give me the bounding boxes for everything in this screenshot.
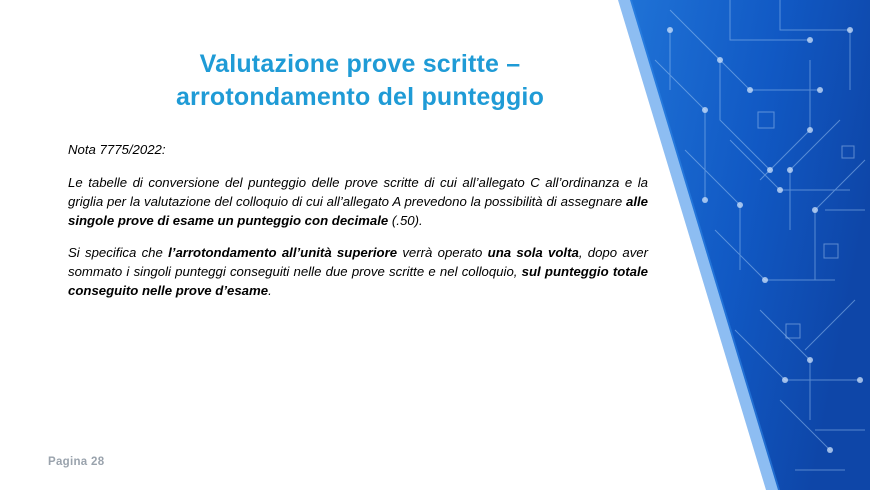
page-number: Pagina 28	[48, 456, 105, 468]
text-run: l’arrotondamento all’unità superiore	[168, 244, 403, 260]
text-run: Si specifica che	[68, 244, 169, 260]
nota-reference	[68, 140, 648, 159]
text-run: verrà operato	[402, 244, 488, 260]
slide-body	[68, 140, 648, 312]
text-run: alle singole prove di esame un punteggio con decimale	[68, 194, 648, 229]
text-run: Nota 7775/2022:	[68, 142, 166, 157]
text-run: .	[268, 282, 272, 298]
text-run: Le tabelle di conversione del punteggio delle prove scritte di cui all’allegato C all’ordinanza e la griglia per la valutazione del colloquio di cui all’allegato A prevedono la possibilità di assegnare	[68, 175, 648, 210]
slide-title	[60, 48, 660, 115]
text-run: , dopo aver sommato i singoli punteggi conseguiti nelle due prove scritte e nel colloquio,	[68, 244, 649, 279]
text-run: sul punteggio totale conseguito nelle prove d’esame	[68, 263, 648, 298]
title-line-1: Valutazione prove scritte –	[199, 50, 521, 78]
paragraph-specifica	[68, 243, 648, 300]
text-run: (.50).	[391, 213, 423, 229]
title-line-2: arrotondamento del punteggio	[175, 83, 545, 112]
paragraph-tabelle	[68, 173, 648, 230]
text-run: una sola volta	[487, 244, 579, 260]
